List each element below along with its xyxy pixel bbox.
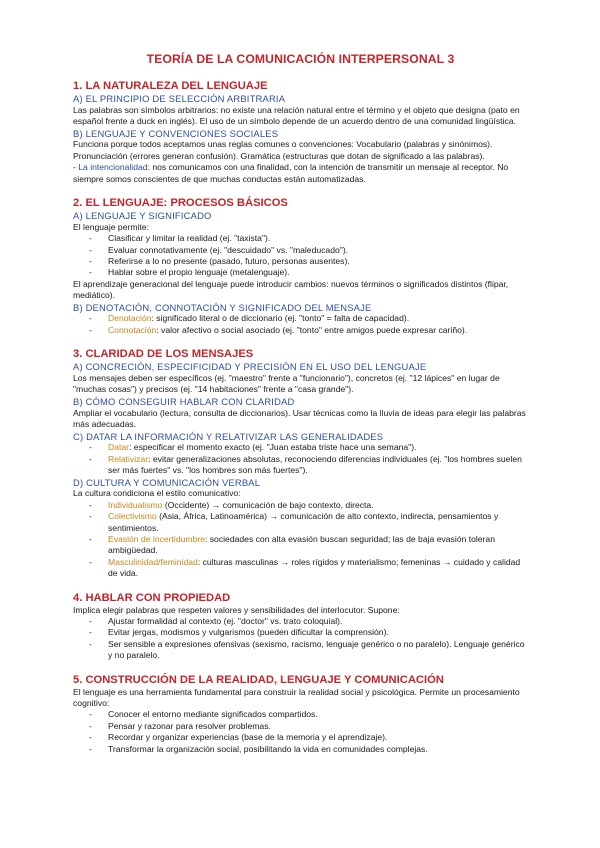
section-3a-title: A) CONCRECIÓN, ESPECIFICIDAD Y PRECISIÓN EN EL USO DEL LENGUAJE <box>73 361 427 373</box>
document-title: TEORÍA DE LA COMUNICACIÓN INTERPERSONAL 3 <box>146 52 455 66</box>
section-3b-text: Ampliar el vocabulario (lectura, consulta de diccionarios). Usar técnicas como la lluvia de ideas para elegir las palabras más adecuadas. <box>73 407 526 430</box>
keyword: Individualismo <box>108 499 163 510</box>
section-1a-text: Las palabras son símbolos arbitrarios: no existe una relación natural entre el término y el objeto que designa (pato en español frente a duck en inglés). El uso de un símbolo depende de un acuerdo dentro de una comunidad lingüística. <box>73 104 520 127</box>
list-item: - Clasificar y limitar la realidad (ej. "taxista"). <box>73 233 528 244</box>
section-2-heading: 2. EL LENGUAJE: PROCESOS BÁSICOS <box>73 197 288 210</box>
section-3b-title: B) CÓMO CONSEGUIR HABLAR CON CLARIDAD <box>73 395 295 407</box>
section-2 <box>73 196 528 336</box>
list-item-text: : valor afectivo o social asociado (ej. "tonto" entre amigos puede expresar cariño). <box>156 324 468 335</box>
section-3d-title: D) CULTURA Y COMUNICACIÓN VERBAL <box>73 476 261 488</box>
section-3a-text: Los mensajes deben ser específicos (ej. "maestro" frente a "funcionario"), concretos (ej. "12 lápices" en lugar de "muchas cosas") y precisos (ej. "14 habitaciones" frente a "casa grande"). <box>73 373 500 395</box>
list-item: - Referirse a lo no presente (pasado, futuro, personas ausentes). <box>73 256 528 267</box>
intentionality-text: : nos comunicamos con una finalidad, con la intención de transmitir un mensaje al receptor. No siempre somos conscientes de que muchas conductas están automatizadas. <box>73 162 509 184</box>
intentionality-keyword: La intencionalidad <box>78 162 148 173</box>
list-item: - Hablar sobre el propio lenguaje (metalenguaje). <box>73 267 528 278</box>
list-item-text: : culturas masculinas → roles rígidos y materialismo; femeninas → cuidado y calidad de vida. <box>108 556 521 579</box>
section-3-heading: 3. CLARIDAD DE LOS MENSAJES <box>73 348 254 361</box>
section-5 <box>73 673 528 755</box>
section-1 <box>73 79 528 185</box>
intentionality-dash: - <box>73 162 79 173</box>
document-page <box>73 52 528 766</box>
list-item-text: (Asia, África, Latinoamérica) → comunicación de alto contexto, indirecta, pensamientos y sentimientos. <box>108 511 499 533</box>
list-item-text: (Occidente) → comunicación de bajo contexto, directa. <box>162 499 374 510</box>
list-item <box>73 534 528 557</box>
keyword: Colectivismo <box>108 511 157 522</box>
list-item <box>73 500 528 511</box>
list-item: - Ser sensible a expresiones ofensivas (sexismo, racismo, lenguaje genérico o no paralelo). Lenguaje genérico y no paralelo. <box>73 639 528 662</box>
list-item: - Transformar la organización social, posibilitando la vida en comunidades complejas. <box>73 744 528 755</box>
list-item <box>73 325 528 336</box>
keyword: Denotación <box>108 313 152 324</box>
section-3c-title: C) DATAR LA INFORMACIÓN Y RELATIVIZAR LAS GENERALIDADES <box>73 430 384 442</box>
list-item <box>73 454 528 477</box>
keyword: Masculinidad/feminidad <box>108 556 198 567</box>
keyword: Evasión de incertidumbre <box>108 533 205 544</box>
section-3d-list <box>73 500 528 580</box>
section-1-heading: 1. LA NATURALEZA DEL LENGUAJE <box>73 80 268 92</box>
section-4-intro: Implica elegir palabras que respeten valores y sensibilidades del interlocutor. Supone: <box>73 604 400 615</box>
section-3 <box>73 347 528 579</box>
list-item-text: : especificar el momento exacto (ej. "Juan estaba triste hace una semana"). <box>129 442 417 453</box>
section-2a-intro: El lenguaje permite: <box>73 221 149 232</box>
section-3c-list <box>73 442 528 476</box>
keyword: Relativizar <box>108 453 149 464</box>
keyword: Connotación <box>108 324 157 335</box>
list-item-text: : significado literal o de diccionario (ej. "tonto" = falta de capacidad). <box>151 313 410 324</box>
section-2a-after: El aprendizaje generacional del lenguaje puede introducir cambios: nuevos términos o significados distintos (flipar, mediático). <box>73 278 509 301</box>
list-item <box>73 511 528 534</box>
intentionality-paragraph <box>73 162 528 185</box>
section-4-heading: 4. HABLAR CON PROPIEDAD <box>73 591 231 604</box>
list-item: - Conocer el entorno mediante significados compartidos. <box>73 709 528 720</box>
section-4-list <box>73 616 528 662</box>
section-3d-intro: La cultura condiciona el estilo comunicativo: <box>73 488 241 499</box>
section-1b-text: Funciona porque todos aceptamos unas reglas comunes o convenciones: Vocabulario (palabras y sinónimos). Pronunciación (errores generan confusión). Gramática (estructuras que dotan de significado a las palabras). <box>73 139 493 161</box>
list-item-text: : evitar generalizaciones absolutas, reconociendo diferencias individuales (ej. "los hombres suelen ser más fuertes" vs. "los hombres son más fuertes"). <box>108 453 522 476</box>
list-item: - Pensar y razonar para resolver problemas. <box>73 721 528 732</box>
list-item <box>73 442 528 453</box>
section-2a-list <box>73 233 528 279</box>
section-4 <box>73 591 528 662</box>
section-5-intro: El lenguaje es una herramienta fundamental para construir la realidad social y psicológica. Permite un procesamiento cognitivo: <box>73 686 520 708</box>
list-item <box>73 557 528 580</box>
list-item: - Evitar jergas, modismos y vulgarismos (pueden dificultar la comprensión). <box>73 627 528 638</box>
list-item: - Recordar y organizar experiencias (base de la memoria y el aprendizaje). <box>73 732 528 743</box>
list-item <box>73 313 528 324</box>
keyword: Datar <box>108 442 130 453</box>
section-5-list <box>73 709 528 755</box>
section-2b-list <box>73 313 528 336</box>
section-1a-title: A) EL PRINCIPIO DE SELECCIÓN ARBITRARIA <box>73 93 286 104</box>
section-2a-title: A) LENGUAJE Y SIGNIFICADO <box>73 210 212 222</box>
section-2b-title: B) DENOTACIÓN, CONNOTACIÓN Y SIGNIFICADO DEL MENSAJE <box>73 301 372 313</box>
section-1b-title: B) LENGUAJE Y CONVENCIONES SOCIALES <box>73 127 279 139</box>
list-item-text: : sociedades con alta evasión buscan seguridad; las de baja evasión toleran ambigüedad. <box>108 533 495 556</box>
list-item: - Ajustar formalidad al contexto (ej. "doctor" vs. trato coloquial). <box>73 616 528 627</box>
list-item: - Evaluar connotativamente (ej. "descuidado" vs. "maleducado"). <box>73 245 528 256</box>
section-5-heading: 5. CONSTRUCCIÓN DE LA REALIDAD, LENGUAJE Y COMUNICACIÓN <box>73 673 444 686</box>
